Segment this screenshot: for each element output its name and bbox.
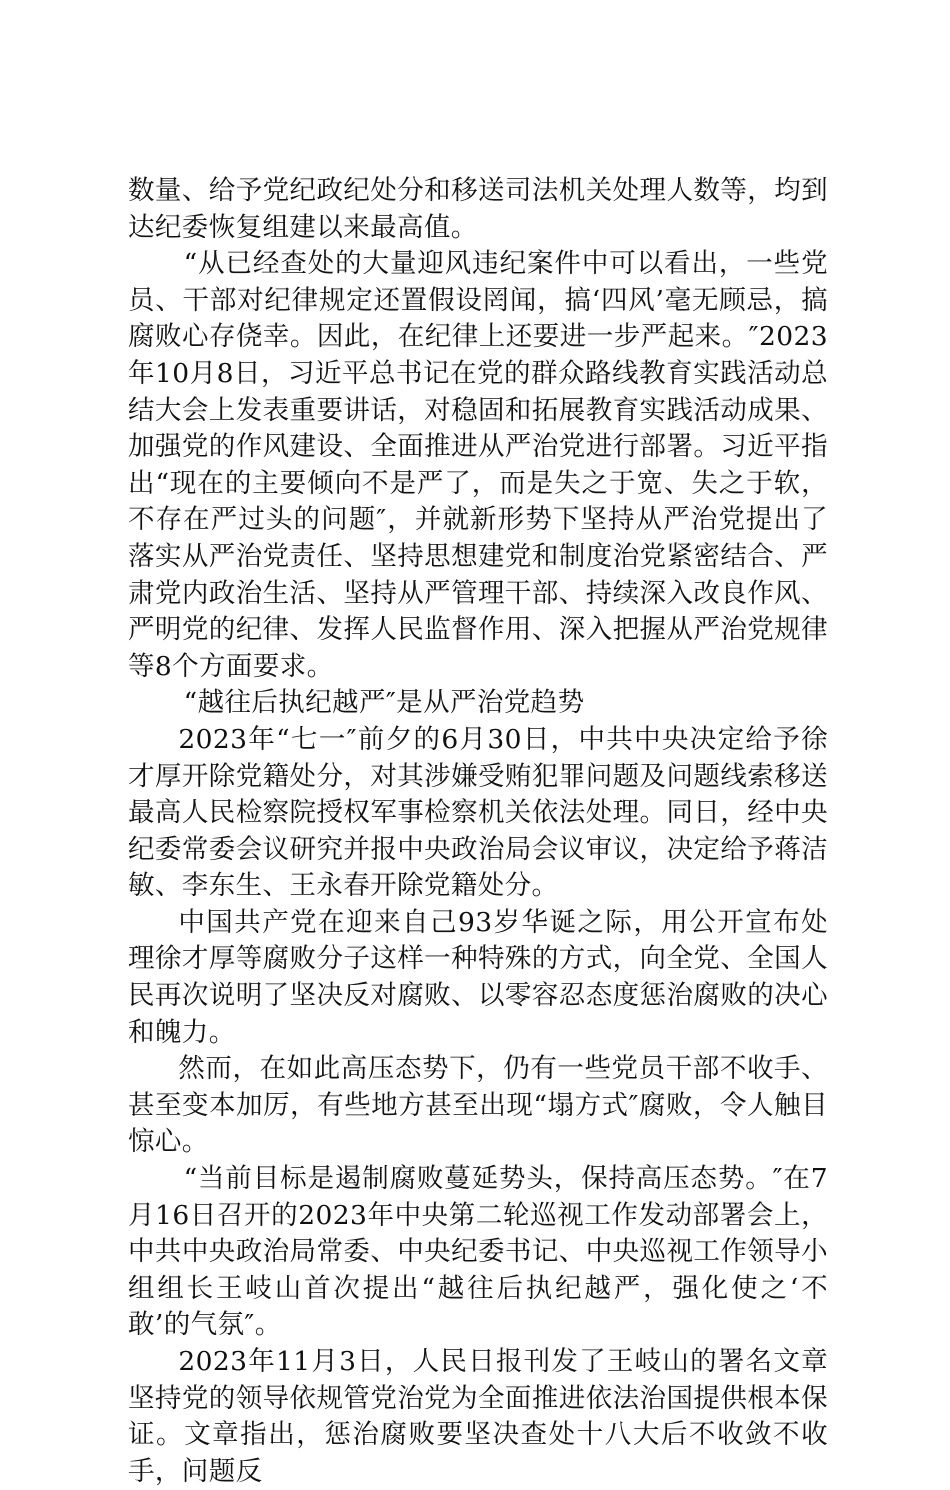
document-body (128, 173, 828, 1490)
paragraph-2: “从已经查处的大量迎风违纪案件中可以看出，一些党员、干部对纪律规定还置假设罔闻，搞‘四风’毫无顾忌，搞腐败心存侥幸。因此，在纪律上还要进一步严起来。″2023年10月8日，习近平总书记在党的群众路线教育实践活动总结大会上发表重要讲话，对稳固和拓展教育实践活动成果、加强党的作风建设、全面推进从严治党进行部署。习近平指出“现在的主要倾向不是严了，而是失之于宽、失之于软，不存在严过头的问题″，并就新形势下坚持从严治党提出了落实从严治党责任、坚持思想建党和制度治党紧密结合、严肃党内政治生活、坚持从严管理干部、持续深入改良作风、严明党的纪律、发挥人民监督作用、深入把握从严治党规律等8个方面要求。 (128, 248, 828, 682)
paragraph-6: “当前目标是遏制腐败蔓延势头，保持高压态势。″在7月16日召开的2023年中央第二轮巡视工作发动部署会上，中共中央政治局常委、中央纪委书记、中央巡视工作领导小组组长王岐山首次提出“越往后执纪越严，强化使之‘不敢’的气氛″。 (128, 1163, 828, 1341)
paragraph-1: 数量、给予党纪政纪处分和移送司法机关处理人数等，均到达纪委恢复组建以来最高值。 (128, 175, 828, 243)
section-heading: “越往后执纪越严″是从严治党趋势 (183, 687, 585, 719)
paragraph-5: 然而，在如此高压态势下，仍有一些党员干部不收手、甚至变本加厉，有些地方甚至出现“塌方式″腐败，令人触目惊心。 (128, 1053, 828, 1158)
paragraph-3: 2023年“七一″前夕的6月30日，中共中央决定给予徐才厚开除党籍处分，对其涉嫌受贿犯罪问题及问题线索移送最高人民检察院授权军事检察机关依法处理。同日，经中央纪委常委会议研究并报中央政治局会议审议，决定给予蒋洁敏、李东生、王永春开除党籍处分。 (128, 723, 828, 902)
paragraph-4: 中国共产党在迎来自己93岁华诞之际，用公开宣布处理徐才厚等腐败分子这样一种特殊的方式，向全党、全国人民再次说明了坚决反对腐败、以零容忍态度惩治腐败的决心和魄力。 (128, 906, 828, 1048)
paragraph-7: 2023年11月3日，人民日报刊发了王岐山的署名文章坚持党的领导依规管党治党为全面推进依法治国提供根本保证。文章指出，惩治腐败要坚决查处十八大后不收敛不收手，问题反 (128, 1346, 828, 1487)
